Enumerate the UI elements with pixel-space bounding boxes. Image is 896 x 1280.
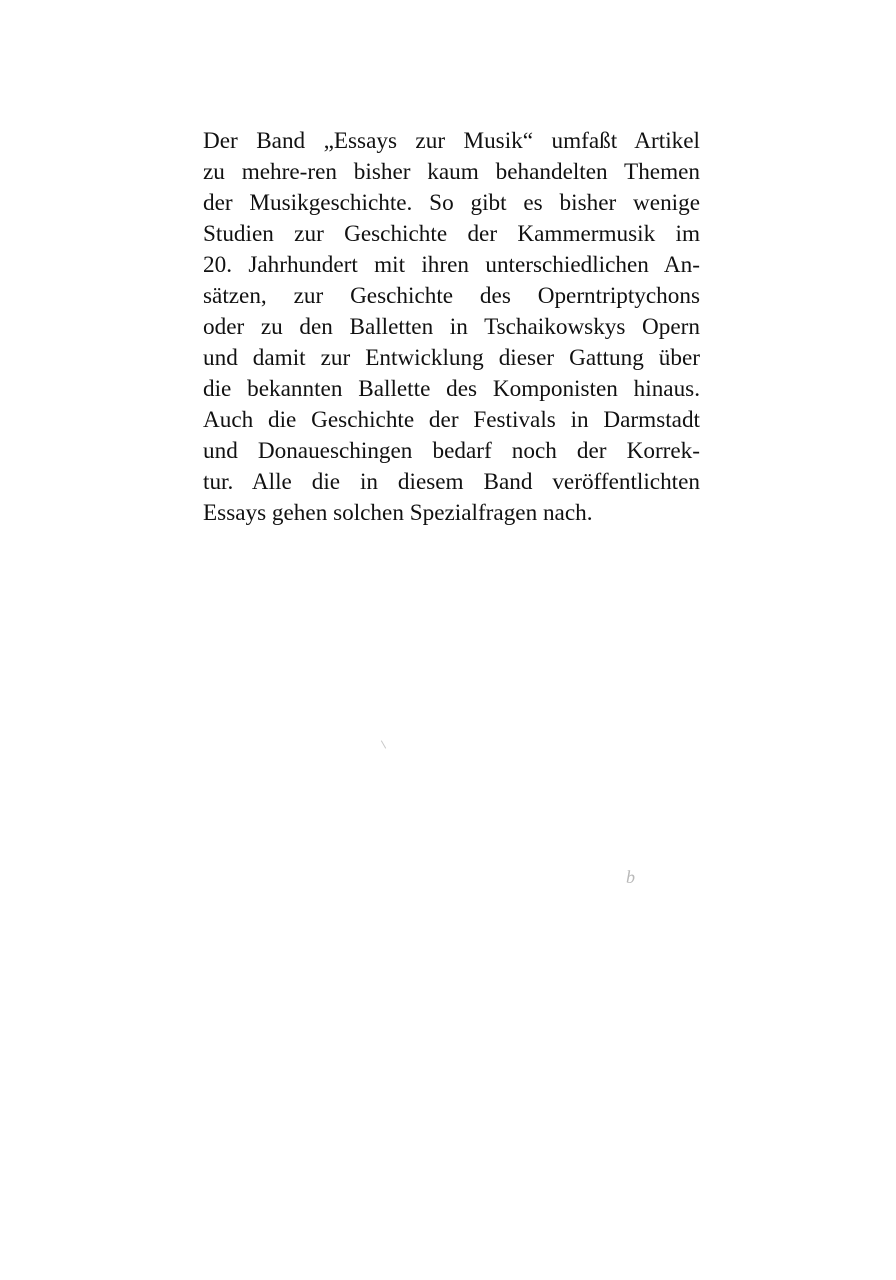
blurb-line: zu mehre-ren bisher kaum behandelten Themen xyxy=(203,159,700,185)
blurb-line: oder zu den Balletten in Tschaikowskys Opern xyxy=(203,314,700,340)
blurb-line: und damit zur Entwicklung dieser Gattung über xyxy=(203,345,700,371)
blurb-line: Essays gehen solchen Spezialfragen nach. xyxy=(203,500,593,526)
blurb-paragraph xyxy=(203,126,700,529)
blurb-line: 20. Jahrhundert mit ihren unterschiedlichen An- xyxy=(203,252,700,278)
blurb-line: Der Band „Essays zur Musik“ umfaßt Artikel xyxy=(203,128,700,154)
blurb-line: die bekannten Ballette des Komponisten hinaus. xyxy=(203,376,700,402)
blurb-line: Studien zur Geschichte der Kammermusik im xyxy=(203,221,700,247)
blurb-line: Auch die Geschichte der Festivals in Darmstadt xyxy=(203,407,700,433)
blurb-line: tur. Alle die in diesem Band veröffentlichten xyxy=(203,469,700,495)
scan-speck xyxy=(381,740,386,748)
blurb-line: sätzen, zur Geschichte des Operntriptychons xyxy=(203,283,700,309)
pencil-mark: b xyxy=(626,867,635,887)
blurb-line: der Musikgeschichte. So gibt es bisher wenige xyxy=(203,190,700,216)
blurb-line: und Donaueschingen bedarf noch der Korrek- xyxy=(203,438,700,464)
